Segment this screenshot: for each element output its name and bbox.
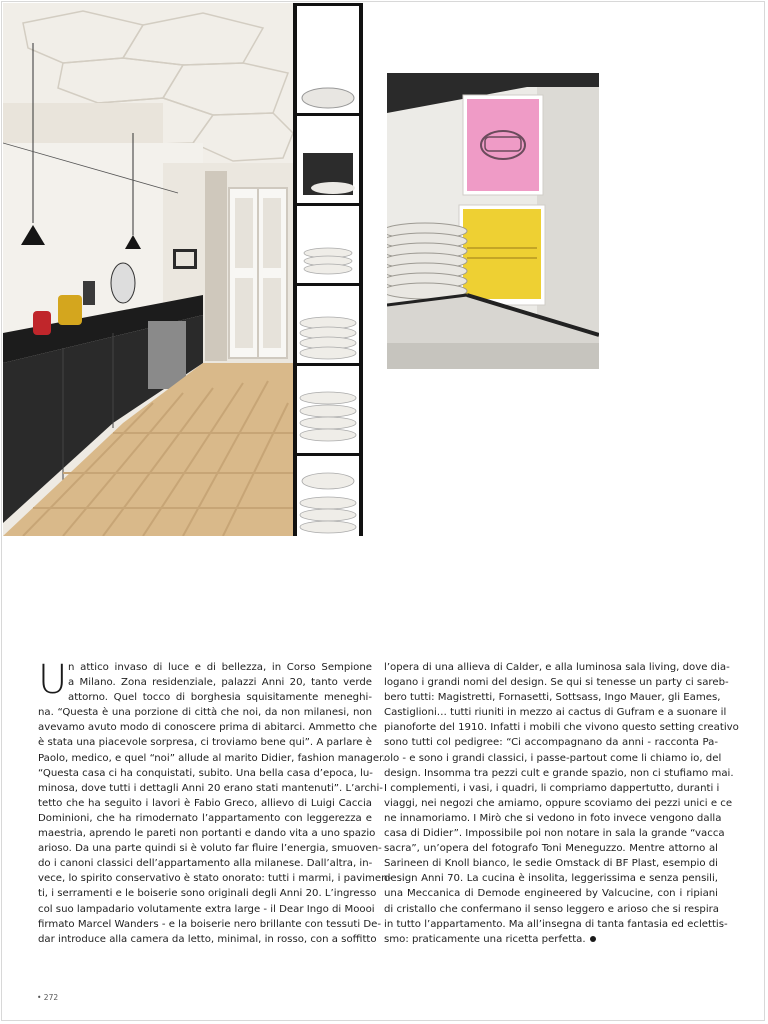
article-line: Sarineen di Knoll bianco, le sedie Omstack di BF Plast, esempio di [384, 858, 718, 870]
article-line: Paolo, medico, e quel “noi” allude al marito Didier, fashion manager. [38, 752, 386, 764]
article-line: viaggi, nei negozi che amiamo, oppure scoviamo dei pezzi unici e ce [384, 797, 733, 809]
article-line: dar introduce alla camera da letto, minimal, in rosso, con a soffitto [38, 933, 377, 945]
article-column-right [384, 660, 739, 947]
article-line: sacra”, un’opera del fotografo Toni Meneguzzo. Mentre attorno al [384, 843, 718, 855]
article-line: casa di Didier”. Impossibile poi non notare in sala la grande “vacca [384, 828, 725, 840]
article-line: una Meccanica di Demode engineered by Valcucine, con i ripiani [384, 888, 718, 900]
article-line: in tutto l’appartamento. Ma all’insegna di tanta fantasia ed eclettis- [384, 918, 728, 930]
detail-photo [387, 73, 599, 369]
kitchen-photo [3, 3, 363, 536]
article-line: Dominioni, che ha rimodernato l’appartamento con leggerezza e [38, 812, 372, 824]
article-line: col suo lampadario volutamente extra large - il Dear Ingo di Moooi [38, 903, 375, 915]
article-line: na. “Questa è una porzione di città che noi, da non milanesi, non [38, 707, 372, 719]
article-line: olo - e sono i grandi classici, i passe-partout come li chiamo io, del [384, 752, 722, 764]
article-column-left [38, 657, 392, 947]
article-line: ne innamoriamo. I Mirò che si vedono in foto invece vengono dalla [384, 812, 722, 824]
article-line: ti, i serramenti e le boiserie sono originali degli Anni 20. L’ingresso [38, 888, 377, 900]
article-line: logano i grandi nomi del design. Se qui si tenesse un party ci sareb- [384, 677, 729, 689]
article-line: design Anni 70. La cucina è insolita, leggerissima e senza pensili, [384, 873, 718, 885]
article-line-text: smo: praticamente una ricetta perfetta. [384, 933, 586, 945]
article-last-line [384, 932, 718, 947]
article-line: arioso. Da una parte quindi si è voluto far fluire l’energia, smuoven- [38, 843, 382, 855]
article-line: avevamo avuto modo di conoscere prima di abitarci. Ammetto che [38, 722, 378, 734]
article-line: design. Insomma tra pezzi cult e grande spazio, non ci stufiamo mai. [384, 767, 734, 779]
article-line: do i canoni classici dell’appartamento alla milanese. Dall’altra, in- [38, 858, 373, 870]
article-line: sono tutti col pedigree: “Ci accompagnano da anni - racconta Pa- [384, 737, 718, 749]
article-line: attorno. Quel tocco di borghesia squisitamente meneghi- [68, 692, 372, 704]
article-line: a Milano. Zona residenziale, palazzi Anni 20, tanto verde [68, 677, 372, 689]
article-line: di cristallo che confermano il senso leggero e arioso che si respira [384, 903, 720, 915]
article-line: è stata una piacevole sorpresa, ci troviamo bene qui”. A parlare è [38, 737, 372, 749]
article-line: bero tutti: Magistretti, Fornasetti, Sottsass, Ingo Mauer, gli Eames, [384, 692, 721, 704]
article-line: n attico invaso di luce e di bellezza, in Corso Sempione [68, 662, 372, 673]
drop-cap: U [38, 657, 68, 703]
article-line: tetto che ha seguito i lavori è Fabio Greco, allievo di Luigi Caccia [38, 797, 372, 809]
article-line: pianoforte del 1910. Infatti i mobili che vivono questo setting creativo [384, 722, 739, 734]
article-line: Castiglioni… tutti riuniti in mezzo ai cactus di Gufram e a suonare il [384, 707, 727, 719]
article-line: “Questa casa ci ha conquistati, subito. Una bella casa d’epoca, lu- [38, 767, 373, 779]
article-line: maestria, aprendo le pareti non portanti e dando vita a uno spazio [38, 828, 376, 840]
end-mark-icon [590, 936, 596, 942]
article-line: l’opera di una allieva di Calder, e alla luminosa sala living, dove dia- [384, 662, 730, 673]
article-line: firmato Marcel Wanders - e la boiserie nero brillante con tessuti De- [38, 918, 382, 930]
article-line: I complementi, i vasi, i quadri, li compriamo dappertutto, duranti i [384, 782, 720, 794]
page-number: • 272 [37, 993, 59, 1002]
article-line: minosa, dove tutti i dettagli Anni 20 erano stati mantenuti”. L’archi- [38, 782, 383, 794]
article-line: vece, lo spirito conservativo è stato onorato: tutti i marmi, i pavimen- [38, 873, 392, 885]
